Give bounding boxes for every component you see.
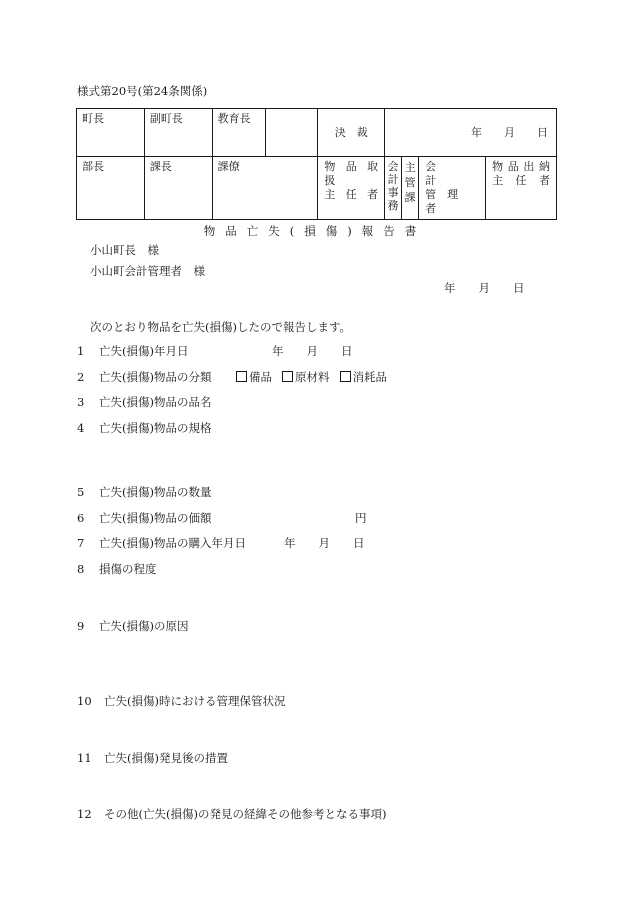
receiving-officer-line2: 主 任 者 — [492, 174, 550, 187]
item-2 — [77, 369, 211, 385]
item-1 — [77, 343, 188, 359]
accounting-office-char-2: 計 — [387, 173, 399, 186]
item-8 — [77, 561, 157, 577]
item-label: 亡失(損傷)物品の品名 — [99, 395, 212, 409]
intro-text: 次のとおり物品を亡失(損傷)したので報告します。 — [90, 320, 352, 334]
item-label: 亡失(損傷)物品の分類 — [99, 370, 212, 384]
goods-officer-line2: 主 任 者 — [324, 188, 379, 201]
accountant-cell — [419, 157, 486, 220]
item-9 — [77, 618, 188, 634]
item-number: 2 — [77, 370, 85, 384]
item-number: 9 — [77, 619, 85, 633]
decision-label: 決 裁 — [318, 109, 385, 157]
approval-cell-mayor: 町長 — [77, 109, 145, 157]
supervising-section-char-3: 課 — [404, 191, 416, 204]
goods-officer-cell — [318, 157, 385, 220]
item-label: 亡失(損傷)時における管理保管状況 — [104, 694, 286, 708]
approval-cell-staff: 課僚 — [212, 157, 318, 220]
item-number: 6 — [77, 511, 85, 525]
accounting-office-char-1: 会 — [387, 160, 399, 173]
item-12 — [77, 806, 386, 822]
accountant-line2: 管 理 者 — [425, 188, 470, 215]
approval-table — [76, 108, 557, 220]
approval-cell-director: 部長 — [77, 157, 145, 220]
accounting-office-char-4: 務 — [387, 199, 399, 212]
receiving-officer-cell — [486, 157, 557, 220]
item-6 — [77, 510, 211, 526]
item-label: 亡失(損傷)物品の規格 — [99, 421, 212, 435]
item-5 — [77, 484, 211, 500]
option-consumables: 消耗品 — [352, 370, 387, 384]
item-11 — [77, 750, 228, 766]
decision-date: 年 月 日 — [385, 109, 557, 157]
supervising-section-cell — [402, 157, 419, 220]
report-date: 年 月 日 — [444, 281, 525, 295]
item-number: 10 — [77, 694, 92, 708]
approval-cell-superintendent: 教育長 — [212, 109, 265, 157]
accounting-office-cell — [385, 157, 402, 220]
item-label: 損傷の程度 — [99, 562, 157, 576]
checkbox-equipment[interactable] — [236, 371, 247, 382]
document-title: 物品亡失(損傷)報告書 — [203, 224, 427, 238]
item-7-value: 年 月 日 — [284, 536, 365, 550]
checkbox-raw-materials[interactable] — [282, 371, 293, 382]
accountant-line1: 会 計 — [425, 160, 470, 187]
item-number: 8 — [77, 562, 85, 576]
option-equipment: 備品 — [249, 370, 272, 384]
item-number: 7 — [77, 536, 85, 550]
item-2-options — [236, 369, 387, 385]
item-7 — [77, 535, 246, 551]
item-label: 亡失(損傷)年月日 — [99, 344, 189, 358]
item-label: 亡失(損傷)発見後の措置 — [104, 751, 228, 765]
item-label: 亡失(損傷)の原因 — [99, 619, 189, 633]
item-6-value: 円 — [355, 511, 367, 525]
item-number: 4 — [77, 421, 85, 435]
option-raw-materials: 原材料 — [295, 370, 330, 384]
item-label: 亡失(損傷)物品の数量 — [99, 485, 212, 499]
item-number: 11 — [77, 751, 92, 765]
receiving-officer-line1: 物品出納 — [492, 160, 550, 173]
item-10 — [77, 693, 285, 709]
form-number-header: 様式第20号(第24条関係) — [77, 84, 208, 98]
approval-cell-blank — [265, 109, 318, 157]
supervising-section-char-1: 主 — [404, 161, 416, 174]
item-3 — [77, 394, 211, 410]
addressee-accountant: 小山町会計管理者 様 — [90, 264, 205, 278]
addressee-mayor: 小山町長 様 — [90, 243, 159, 257]
supervising-section-char-2: 管 — [404, 176, 416, 189]
item-1-value: 年 月 日 — [272, 344, 353, 358]
item-number: 3 — [77, 395, 85, 409]
item-number: 5 — [77, 485, 85, 499]
item-label: 亡失(損傷)物品の価額 — [99, 511, 212, 525]
checkbox-consumables[interactable] — [340, 371, 351, 382]
item-label: その他(亡失(損傷)の発見の経緯その他参考となる事項) — [104, 807, 387, 821]
approval-cell-deputy-mayor: 副町長 — [144, 109, 212, 157]
goods-officer-line1: 物 品 取 扱 — [324, 160, 379, 187]
approval-cell-section-chief: 課長 — [144, 157, 212, 220]
item-number: 12 — [77, 807, 92, 821]
accounting-office-char-3: 事 — [387, 186, 399, 199]
item-4 — [77, 420, 211, 436]
item-number: 1 — [77, 344, 85, 358]
item-label: 亡失(損傷)物品の購入年月日 — [99, 536, 246, 550]
